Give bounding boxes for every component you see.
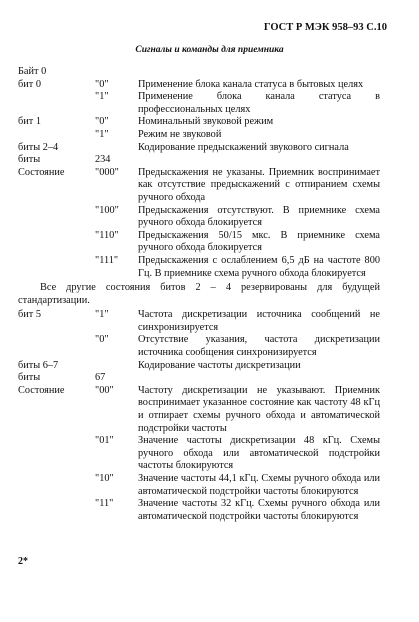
row-label: бит 0 — [18, 78, 41, 90]
spec-row — [18, 385, 380, 435]
row-description: Значение частоты 44,1 кГц. Схемы ручного обхода или автоматической подстройки частоты блокируются — [138, 473, 380, 497]
spec-row — [18, 167, 380, 205]
row-label: бит 5 — [18, 309, 41, 321]
row-code: "10" — [95, 473, 114, 484]
row-label: Состояние — [18, 384, 65, 396]
row-code: "1" — [95, 91, 109, 103]
row-description: Предыскажения с ослаблением 6,5 дБ на частоте 800 Гц. В приемнике схема ручного обхода блокируется — [138, 254, 380, 279]
spec-row — [18, 116, 380, 129]
row-description: Кодирование частоты дискретизации — [138, 359, 301, 371]
spec-row — [18, 498, 380, 523]
spec-row — [18, 360, 380, 373]
row-code: "00" — [95, 384, 114, 396]
row-description: Предыскажения не указаны. Приемник воспринимает как отсутствие предыскажений с отпиранием схемы ручного обхода — [138, 166, 380, 203]
row-label: Состояние — [18, 166, 65, 178]
row-code: "111" — [95, 254, 119, 266]
rows-block-2 — [18, 309, 380, 523]
row-description: Кодирование предыскажений звукового сигнала — [138, 141, 349, 153]
row-code: 67 — [95, 372, 106, 384]
row-label: биты 2–4 — [18, 141, 59, 153]
row-description: Режим не звуковой — [138, 128, 222, 140]
spec-row — [18, 66, 380, 79]
row-description: Применение блока канала статуса в бытовых целях — [138, 78, 364, 90]
spec-row — [18, 473, 380, 498]
spec-row — [18, 129, 380, 142]
spec-row — [18, 334, 380, 359]
row-label: биты — [18, 372, 41, 384]
row-code: "0" — [95, 78, 109, 90]
page-footer-mark: 2* — [18, 556, 28, 567]
spec-row — [18, 309, 380, 334]
row-description: Номинальный звуковой режим — [138, 116, 274, 128]
row-description: Отсутствие указания, частота дискретизации источника сообщения синхронизируется — [138, 334, 380, 359]
spec-row — [18, 205, 380, 230]
row-description: Применение блока канала статуса в профессиональных целях — [138, 91, 380, 115]
page-header: ГОСТ Р МЭК 958–93 С.10 — [263, 22, 387, 33]
row-label: биты — [18, 154, 41, 166]
spec-row — [18, 230, 380, 255]
spec-row — [18, 79, 380, 92]
row-code: "1" — [95, 128, 109, 140]
row-code: "1" — [95, 309, 109, 321]
row-code: "100" — [95, 204, 119, 216]
row-description: Частоту дискретизации не указывают. Приемник воспринимает указанное состояние как частоту 48 кГц и отпирает схемы ручного обхода и автоматической подстройки частоты — [138, 384, 380, 434]
rows-block-1 — [18, 66, 380, 280]
row-code: "0" — [95, 116, 109, 128]
spec-row — [18, 255, 380, 280]
row-label: биты 6–7 — [18, 359, 59, 371]
row-description: Предыскажения отсутствуют. В приемнике схема ручного обхода блокируется — [138, 204, 380, 229]
section-title: Сигналы и команды для приемника — [135, 45, 284, 55]
row-description: Частота дискретизации источника сообщений не синхронизируется — [138, 309, 380, 333]
row-code: "110" — [95, 229, 119, 241]
row-code: "11" — [95, 498, 114, 510]
spec-row — [18, 372, 380, 385]
spec-row — [18, 435, 380, 473]
spec-row — [18, 91, 380, 116]
row-label: Байт 0 — [18, 66, 47, 77]
spec-row — [18, 154, 380, 167]
row-code: "000" — [95, 166, 119, 178]
document-body — [18, 66, 380, 523]
row-code: "0" — [95, 334, 109, 346]
row-description: Значение частоты 32 кГц. Схемы ручного обхода или автоматической подстройки частоты блокируются — [138, 498, 380, 522]
reserved-states-paragraph: Все другие состояния битов 2 – 4 резервированы для будущей стандартизации. — [18, 282, 380, 306]
spec-row — [18, 142, 380, 155]
row-code: "01" — [95, 435, 114, 447]
row-code: 234 — [95, 154, 111, 166]
row-label: бит 1 — [18, 116, 41, 128]
row-description: Значение частоты дискретизации 48 кГц. Схемы ручного обхода или автоматической подстройки частоты блокируются — [138, 435, 380, 472]
row-description: Предыскажения 50/15 мкс. В приемнике схема ручного обхода блокируется — [138, 229, 380, 254]
